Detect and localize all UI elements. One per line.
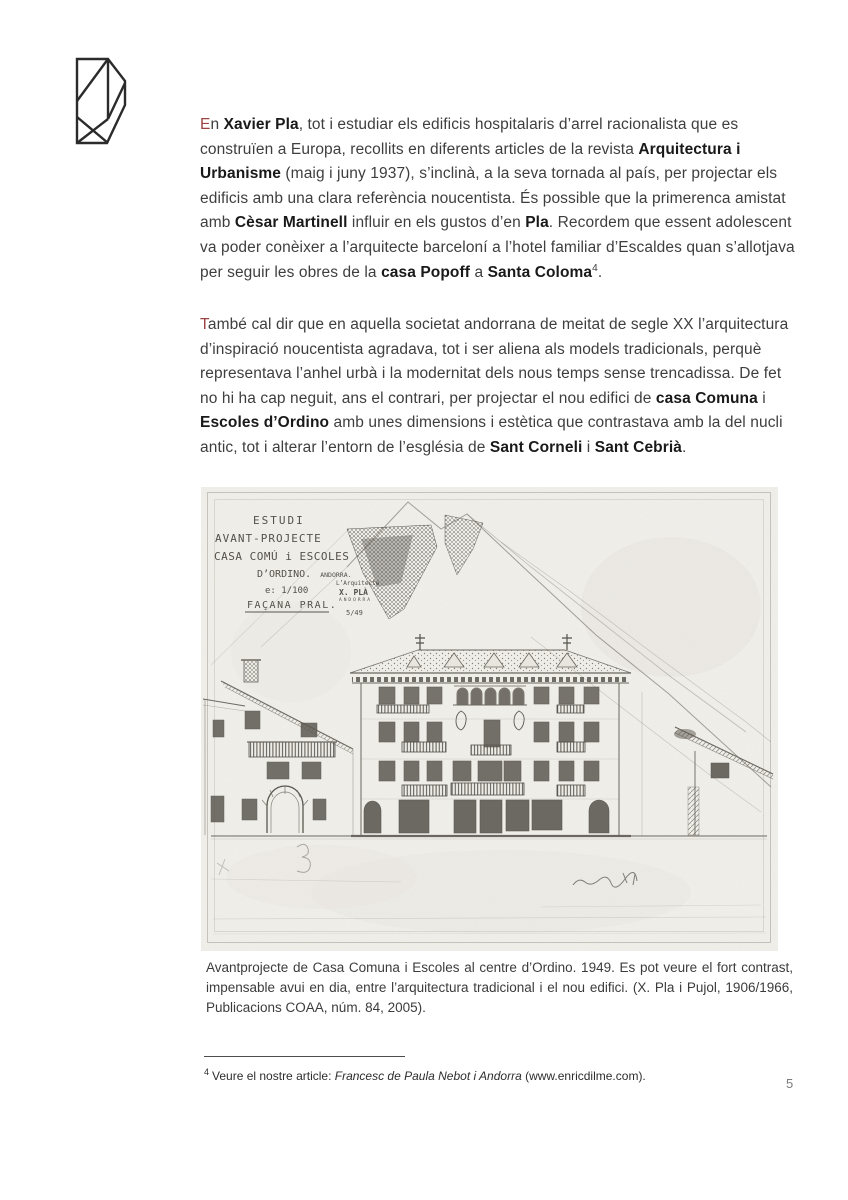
text-run: Sant Cebrià — [594, 438, 682, 456]
logo-d-icon — [71, 56, 129, 146]
text-run: Pla — [525, 214, 549, 232]
text-run: Sant Corneli — [489, 438, 583, 456]
text-run: Arquitectura i Urbanisme — [200, 140, 741, 183]
text-run: i — [582, 438, 595, 456]
drawing-facade-label: FAÇANA PRAL. — [247, 600, 338, 611]
drawing-scale-label: e: 1/100 — [265, 586, 309, 596]
text-run: ambé cal dir que en aquella societat andorrana de meitat de segle XX l’arquitectura d’inspiració noucentista agradava, tot i ser aliena als models tradicionals, perquè representava l’anhel urbà i la modernitat dels nous temps sense trencadissa. De fet no hi ha cap neguit, ans el contrari, per projectar el nou edifici de — [200, 316, 789, 407]
architectural-drawing — [201, 487, 778, 951]
text-run: . Recordem que essent adolescent va poder conèixer a l’arquitecte barceloní a l’hotel familiar d’Escaldes quan s’allotjava per seguir les obres de la — [200, 214, 795, 281]
drawing-title-line4a: D’ORDINO. — [257, 569, 312, 580]
text-run: casa Popoff — [381, 263, 471, 281]
drawing-title-line3: CASA COMÚ i ESCOLES — [214, 550, 350, 563]
drawing-title-line4 — [257, 569, 352, 580]
text-run: . — [682, 438, 687, 456]
paragraph-2 — [200, 313, 801, 461]
architect-place: ANDORRA — [339, 598, 372, 603]
architectural-drawing-figure — [201, 487, 778, 951]
footnote — [204, 1064, 784, 1085]
text-run: influir en els gustos d’en — [347, 214, 526, 232]
text-run: i — [757, 389, 766, 407]
text-run: Cèsar Martinell — [234, 214, 348, 232]
drawing-date: 5/49 — [346, 609, 363, 617]
text-run: , tot i estudiar els edificis hospitalaris d’arrel racionalista que es construïen a Europa, recollits en diferents articles de la revista — [200, 116, 739, 158]
paragraph-1 — [200, 113, 801, 285]
text-run: Veure el nostre article: — [212, 1069, 335, 1083]
text-run: casa Comuna — [655, 389, 758, 407]
figure-caption: Avantprojecte de Casa Comuna i Escoles al centre d’Ordino. 1949. Es pot veure el fort contrast, impensable avui en dia, entre l’arquitectura tradicional i el nou edifici. (X. Pla i Pujol, 1906/1966, Publicacions COAA, núm. 84, 2005). — [206, 960, 793, 1015]
page-number: 5 — [786, 1076, 794, 1091]
publisher-logo — [71, 56, 129, 146]
text-run: Francesc de Paula Nebot i Andorra — [334, 1069, 522, 1083]
drawing-title-line2: AVANT-PROJECTE — [215, 532, 322, 545]
text-run: (maig i juny 1937), s’inclinà, a la seva tornada al país, per projectar els edificis amb una clara referència noucentista. És possible que la primerenca amistat amb — [200, 165, 786, 232]
text-run: amb unes dimensions i estètica que contrastava amb la del nucli antic, tot i alterar l’entorn de l’església de — [200, 414, 783, 456]
drawing-title-line1: ESTUDI — [253, 514, 305, 527]
footnote-text — [212, 1069, 646, 1083]
third-floor-windows — [379, 761, 599, 781]
text-run: n — [210, 116, 224, 133]
text-run: Xavier Pla — [223, 116, 299, 133]
text-run: (www.enricdilme.com). — [521, 1069, 646, 1083]
architect-label: L’Arquitecte — [336, 580, 380, 587]
footnote-marker: 4 — [204, 1067, 210, 1077]
text-run: E — [200, 116, 211, 133]
text-run: Santa Coloma — [487, 263, 593, 281]
architect-name: X. PLÀ — [339, 588, 368, 597]
text-run: Escoles d’Ordino — [200, 414, 330, 432]
text-run: T — [200, 316, 208, 333]
drawing-title-line4b: ANDORRA. — [320, 571, 352, 579]
footnote-separator — [204, 1056, 405, 1057]
text-run: 4 — [592, 262, 598, 274]
text-run: . — [597, 263, 603, 281]
arched-gallery — [453, 686, 527, 705]
text-run: a — [470, 263, 488, 281]
